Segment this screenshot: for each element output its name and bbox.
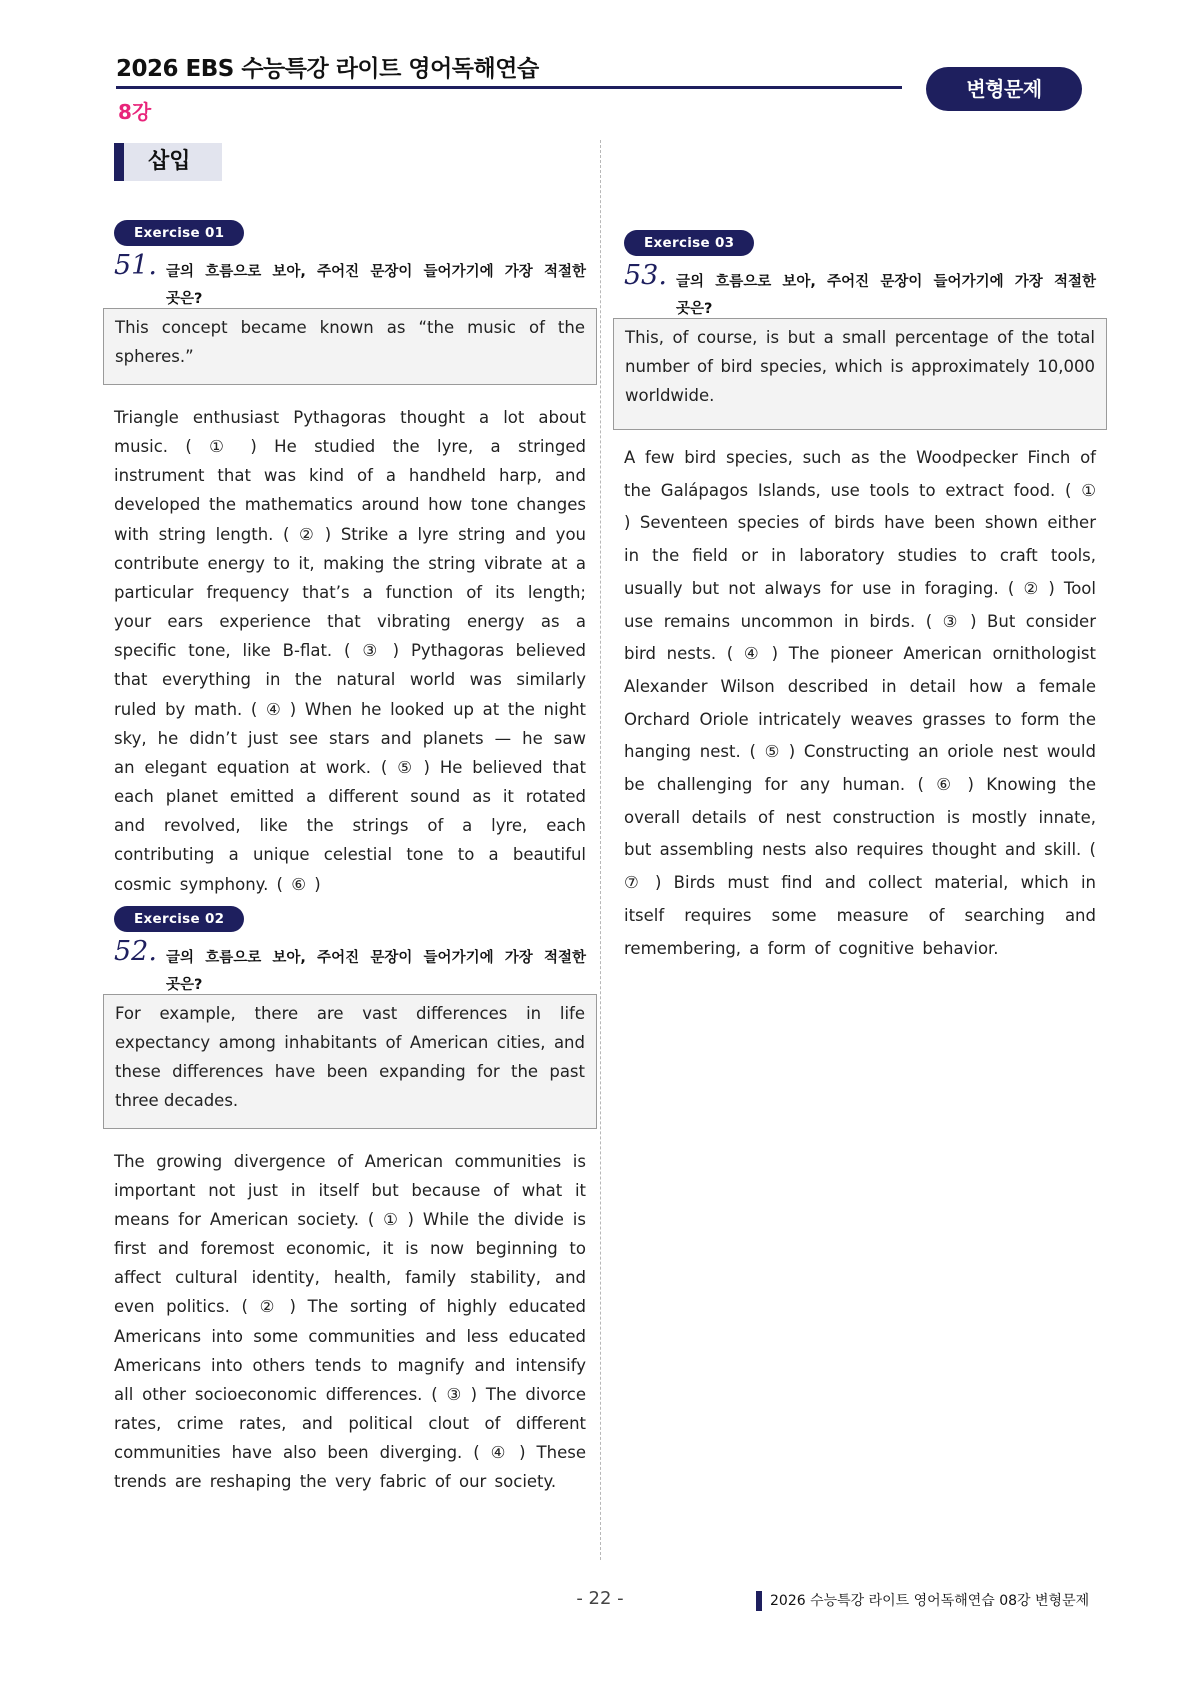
exercise-block-03 — [624, 230, 1096, 965]
question-heading — [114, 936, 586, 994]
passage-text: A few bird species, such as the Woodpecker Finch of the Galápagos Islands, use tools to extract food. ( ① ) Seventeen species of birds have been shown either in the field or in laboratory studies to craft tools, usually but not always for use in foraging. ( ② ) Tool use remains uncommon in birds. ( ③ ) But consider bird nests. ( ④ ) The pioneer American ornithologist Alexander Wilson described in detail how a female Orchard Oriole intricately weaves grasses to form the hanging nest. ( ⑤ ) Constructing an oriole nest would be challenging for any human. ( ⑥ ) Knowing the overall details of nest construction is mostly innate, but assembling nests also requires thought and skill. ( ⑦ ) Birds must find and collect material, which in itself requires some measure of searching and remembering, a form of cognitive behavior. — [624, 448, 1096, 958]
exercise-block-02 — [114, 906, 586, 1496]
question-number: 51. — [114, 250, 157, 281]
question-text-cont: 곳은? — [676, 301, 713, 317]
passage-text: Triangle enthusiast Pythagoras thought a lot about music. ( ① ) He studied the lyre, a stringed instrument that was kind of a handheld harp, and developed the mathematics around how tone changes with string length. ( ② ) Strike a lyre string and you contribute energy to it, making the string vibrate at a particular frequency that’s a function of its length; your ears experience that vibrating energy as a specific tone, like B-flat. ( ③ ) Pythagoras believed that everything in the natural world was similarly ruled by math. ( ④ ) When he looked up at the night sky, he didn’t just see stars and planets — he saw an elegant equation at work. ( ⑤ ) He believed that each planet emitted a different sound as it rotated and revolved, like the strings of a lyre, each contributing a unique celestial tone to a beautiful cosmic symphony. ( ⑥ ) — [114, 408, 586, 894]
question-number: 53. — [624, 260, 667, 291]
exercise-block-01 — [114, 220, 586, 899]
question-number: 52. — [114, 936, 157, 967]
given-sentence-box: For example, there are vast differences in life expectancy among inhabitants of American cities, and these differences have been expanding for the past three decades. — [103, 994, 597, 1129]
question-text: 글의 흐름으로 보아, 주어진 문장이 들어가기에 가장 적절한 — [166, 950, 586, 966]
passage-text: The growing divergence of American communities is important not just in itself but because of what it means for American society. ( ① ) While the divide is first and foremost economic, it is now beginning to affect cultural identity, health, family stability, and even politics. ( ② ) The sorting of highly educated Americans into some communities and less educated Americans into others tends to magnify and intensify all other socioeconomic differences. ( ③ ) The divorce rates, crime rates, and political clout of different communities have also been diverging. ( ④ ) These trends are reshaping the very fabric of our society. — [114, 1152, 586, 1492]
given-sentence-box: This concept became known as “the music of the spheres.” — [103, 308, 597, 385]
question-text: 글의 흐름으로 보아, 주어진 문장이 들어가기에 가장 적절한 — [166, 264, 586, 280]
column-divider — [600, 140, 601, 1560]
section-title: 삽입 — [114, 143, 222, 181]
exercise-label: Exercise 01 — [114, 220, 244, 246]
footer-label: 2026 수능특강 라이트 영어독해연습 08강 변형문제 — [756, 1591, 1089, 1611]
question-heading — [114, 250, 586, 308]
question-text-cont: 곳은? — [166, 291, 203, 307]
problem-type-badge: 변형문제 — [926, 67, 1082, 111]
lesson-label: 8강 — [118, 100, 152, 124]
exercise-label: Exercise 02 — [114, 906, 244, 932]
exercise-label: Exercise 03 — [624, 230, 754, 256]
page-number: - 22 - — [576, 1588, 624, 1609]
question-heading — [624, 260, 1096, 318]
question-text: 글의 흐름으로 보아, 주어진 문장이 들어가기에 가장 적절한 — [676, 274, 1096, 290]
given-sentence-box: This, of course, is but a small percentage of the total number of bird species, which is approximately 10,000 worldwide. — [613, 318, 1107, 430]
question-text-cont: 곳은? — [166, 977, 203, 993]
header-rule — [116, 86, 902, 89]
document-title: 2026 EBS 수능특강 라이트 영어독해연습 — [116, 56, 539, 82]
